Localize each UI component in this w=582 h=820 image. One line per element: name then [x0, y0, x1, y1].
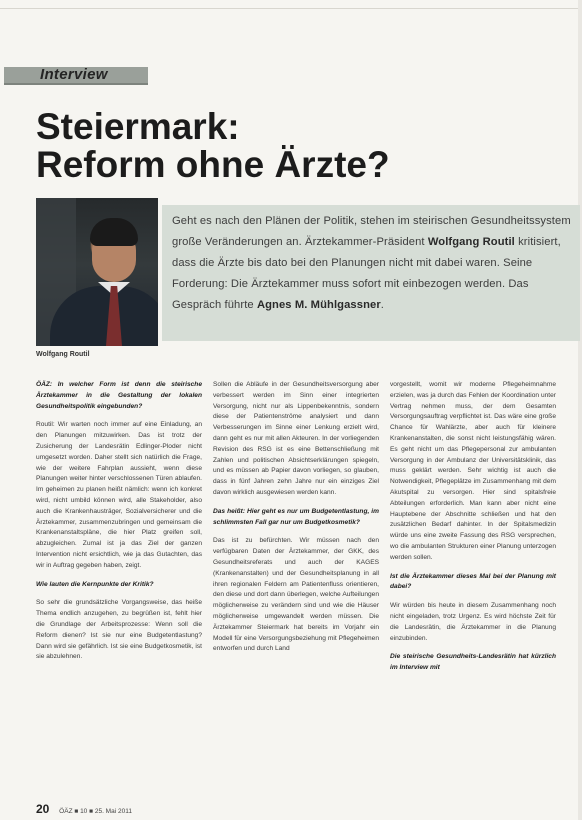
- answer: Wir würden bis heute in diesem Zusammenhang noch nicht eingeladen, trotz Urgenz. Es wird höchste Zeit für die Landesrätin, die Ärztekammer in die Planung einzubinden.: [390, 602, 556, 642]
- question: Die steirische Gesundheits-Landesrätin hat kürzlich im Interview mit: [390, 653, 556, 672]
- question: Ist die Ärztekammer dieses Mal bei der Planung mit dabei?: [390, 572, 556, 591]
- section-label: Interview: [40, 66, 108, 83]
- publication-info: ÖÄZ ■ 10 ■ 25. Mai 2011: [59, 808, 132, 815]
- page-number: 20: [36, 802, 50, 816]
- answer: Sollen die Abläufe in der Gesundheitsversorgung aber verbessert werden im Sinn einer integrierten Versorgung, nicht nur als Lippenbekenntnis, sondern diese der Patientenströme analysiert und dann Verbesserungen im Sinne einer Lenkung erzielt wird, dann geht es nur mit allen Akteuren. In der vorliegenden Revision des RSG ist es eine Bettenschließung mit Zahlen und politischen Absichtserklärungen spiegeln, und es müssen ab Papier davon vorliegen, so glauben, dass in fünf Jahren zehn Jahre nur ein einziges Ziel davon wirklich ausgewiesen werden kann.: [213, 381, 379, 496]
- answer: Das ist zu befürchten. Wir müssen nach den verfügbaren Daten der Ärztekammer, der GKK, des Gesundheitsreferats und auch der KAGES (Krankenanstalten) und der Gesundheitsplanung in all ihren regionalen Feldern am Patientenfluss orientieren, den diese und dort dann überlegen, welche Aufteilungen möglicherweise zu verändern sind und wie die Häuser möglicherweise umgewandelt werden müssen. Die Ärztekammer Steiermark hat bereits im Vorjahr ein Modell für eine Versorgungsbeziehung mit Pflegeheimen entworfen und durch Land: [213, 537, 379, 653]
- answer: vorgestellt, womit wir moderne Pflegeheimnahme erzielen, was ja durch das Fehlen der Koordination unter Vertrag nehmen muss, der dem Gesamten Versorgungsauftrag verpflichtet ist. Das wäre eine große Chance für Wahlärzte, aber auch für kleinere Krankenanstalten, die sonst nicht leistungsfähig wären. Es geht nicht um das Pflegepersonal zur ambulanten Versorgung in der Ambulanz der Universitätsklinik, das muss geklärt werden. Sehr wichtig ist auch die Notwendigkeit, Pflegeplätze im Zusammenhang mit dem Akutspital zu versorgen. Hier sind spitalsfreie Abteilungen erforderlich. Man kann aber nicht eine Hauptebene der Abschnitte schließen und hat den zusätzlichen Bedarf dahinter. In der Spitalsmedizin würde uns eine zweite Fassung des RSG versprechen, wo die ambulanten Strukturen einer Planung unterzogen werden sollen.: [390, 381, 556, 561]
- question: Wie lauten die Kernpunkte der Kritik?: [36, 580, 154, 588]
- intro-part-1: Geht es nach den Plänen der Politik, stehen im steirischen Gesundheitssystem große Veränderungen an. Ärztekammer-Präsident: [172, 215, 571, 248]
- headline-line-2: Reform ohne Ärzte?: [36, 144, 390, 185]
- text-column-1: [36, 380, 202, 671]
- intro-part-2: kritisiert, dass die Ärzte bis dato bei den Planungen nicht mit dabei waren. Seine Forderung: Die Ärztekammer muss sofort mit einbezogen werden. Das Gespräch führte: [172, 236, 561, 311]
- intro-name-1: Wolfgang Routil: [427, 236, 515, 248]
- intro-box: [162, 205, 580, 341]
- intro-name-2: Agnes M. Mühlgassner: [256, 299, 381, 311]
- text-column-2: [213, 380, 379, 663]
- section-label-bar: [4, 67, 148, 85]
- intro-part-3: .: [380, 299, 384, 311]
- photo-hair: [90, 218, 138, 246]
- answer: So sehr die grundsätzliche Vorgangsweise, das heiße Thema endlich anzugehen, zu begrüßen ist, fehlt hier die Grundlage der Arbeitsprozesse: Wenn soll die Reform dienen? Ist sie nur eine Budgetentlastung? Dann wird sie gefährlich. Ist sie eine Budgetkosmetik, ist sie abzulehnen.: [36, 599, 202, 661]
- intro-text: [172, 211, 572, 316]
- question: Das heißt: Hier geht es nur um Budgetentlastung, im schlimmsten Fall gar nur um Budgetkosmetik?: [213, 507, 379, 526]
- page-edge: [578, 0, 582, 820]
- answer: Routil: Wir warten noch immer auf eine Einladung, an den Planungen mitzuwirken. Das ist trotz der Zusicherung der Landesrätin Edlinger-Ploder nicht umgesetzt worden. Daher stellt sich natürlich die Frage, wie der weitere Fahrplan aussieht, wenn diese Planungen weiter hinter verschlossenen Türen ablaufen. Im geheimen zu planen heißt nämlich: wenn ich konkret wird, nicht umbild können wird, alle Stakeholder, also auch die Krankenhausträger, Sozialversicherer und die Ärztekammer, zusammenzubringen und gemeinsam die Krankenanstaltspläne, die hier Platz greifen soll, abzugleichen. Zumal ist ja das Ziel der ganzen Intervention nicht ersichtlich, wie ja das Gutachten, das wir in Auftrag gegeben haben, zeigt.: [36, 421, 202, 569]
- headline: [36, 108, 556, 184]
- photo-caption: Wolfgang Routil: [36, 351, 90, 358]
- portrait-photo: [36, 198, 158, 346]
- text-column-3: [390, 380, 556, 682]
- headline-line-1: Steiermark:: [36, 106, 240, 147]
- page-footer: [36, 802, 132, 816]
- top-rule: [0, 8, 582, 9]
- question: ÖÄZ: In welcher Form ist denn die steirische Ärztekammer in die Gestaltung der lokalen Gesundheitspolitik eingebunden?: [36, 381, 202, 410]
